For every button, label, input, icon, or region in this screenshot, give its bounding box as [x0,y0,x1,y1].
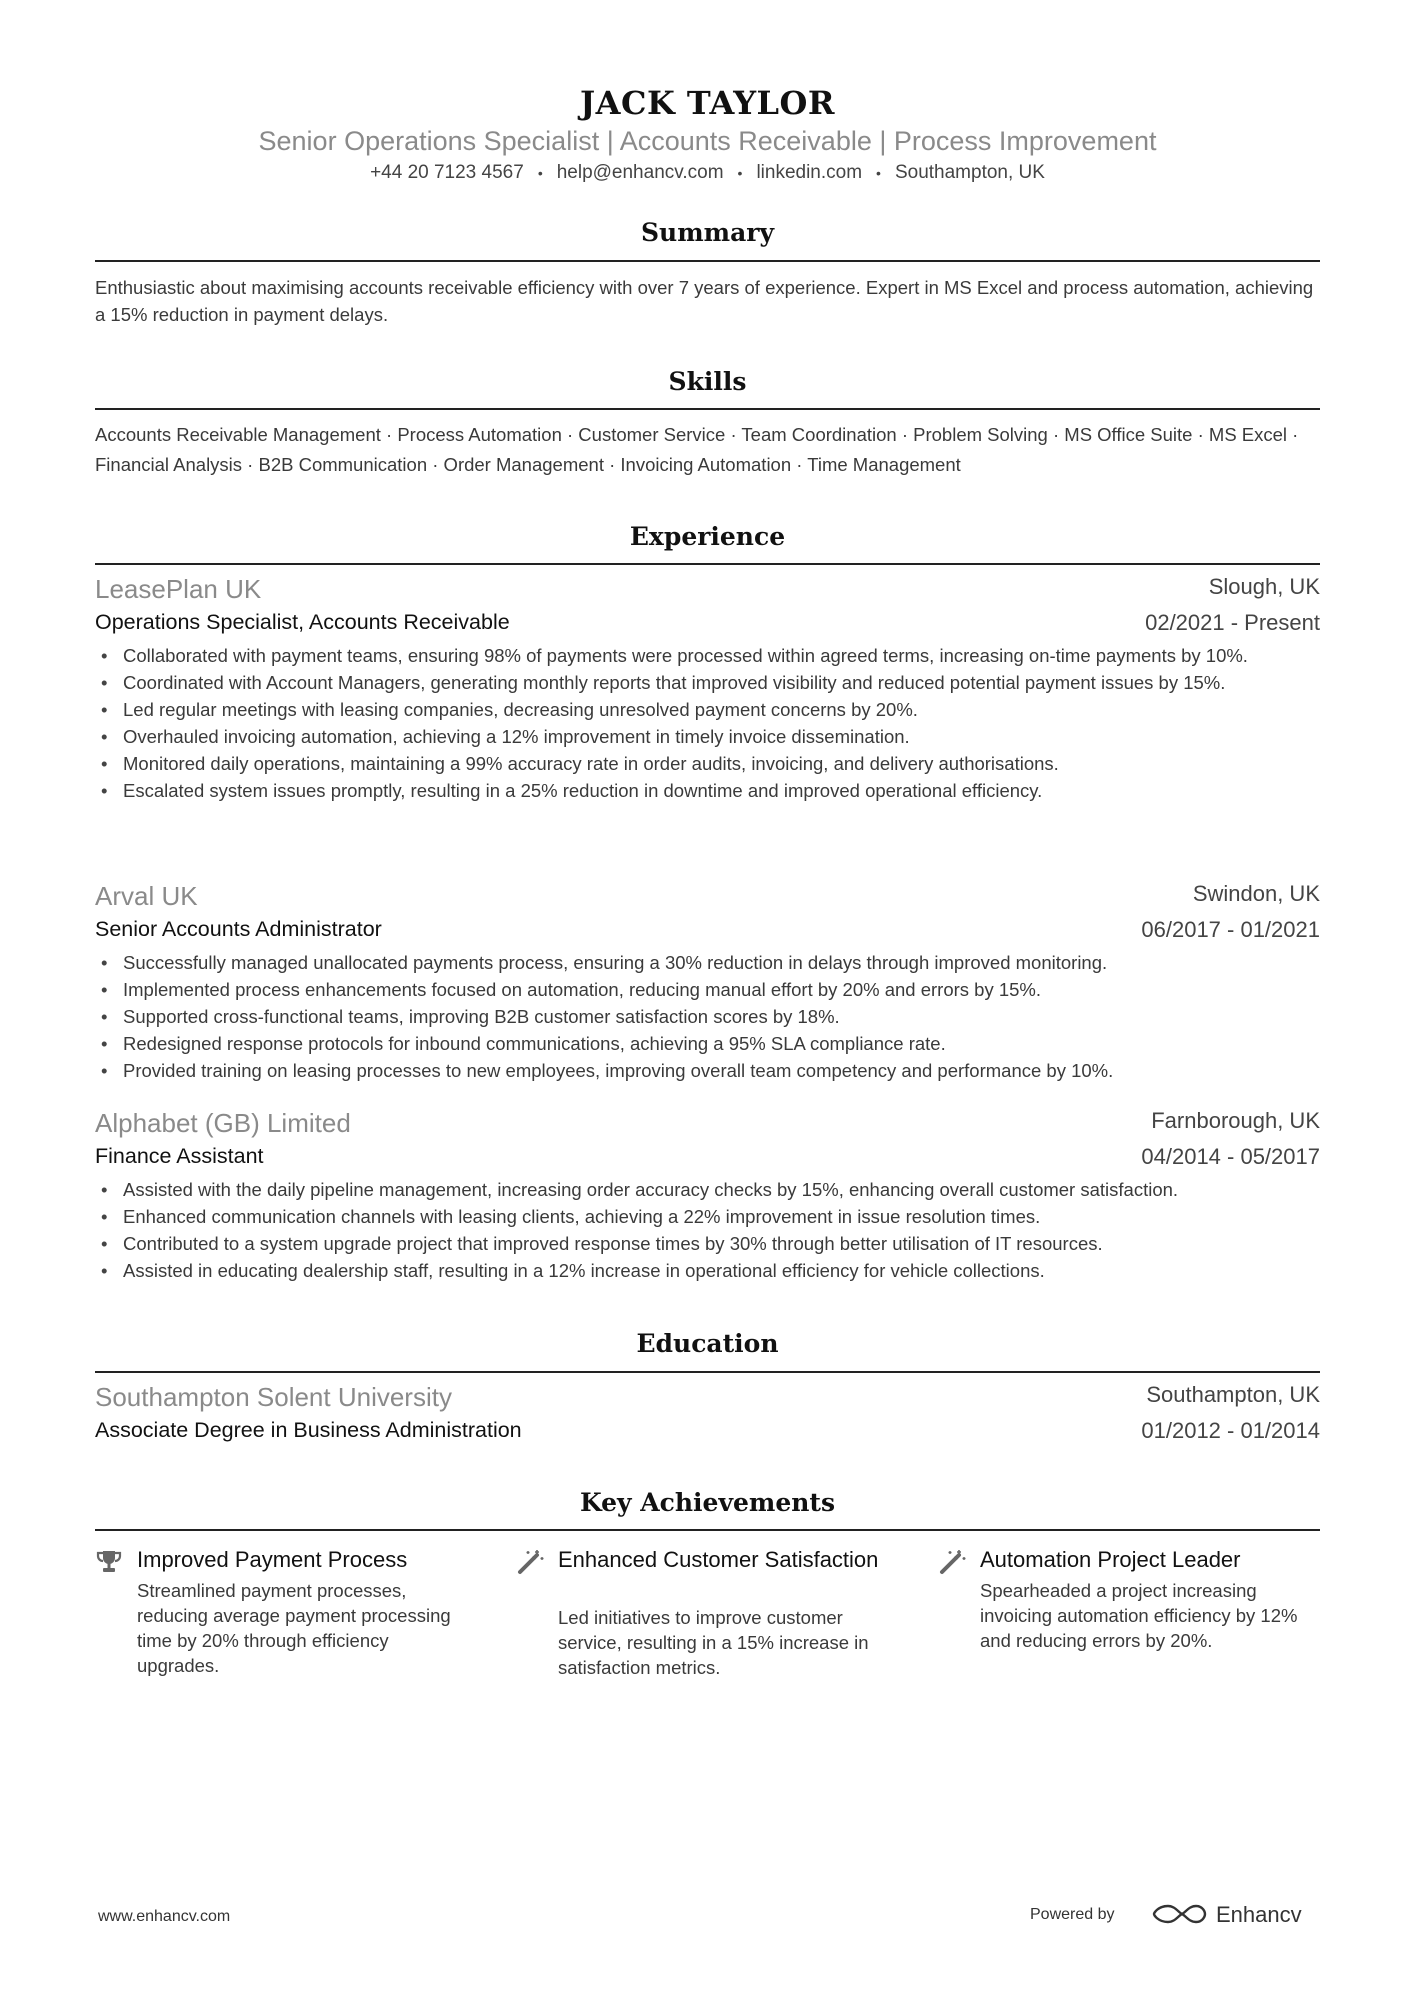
enhancv-logo[interactable] [1148,1896,1308,1932]
skills-heading: Skills [668,367,747,396]
list-item: • Provided training on leasing processes to new employees, improving overall team competency and performance by 10%. [95,1057,1320,1084]
location: Southampton, UK [894,162,1045,183]
list-item: • Coordinated with Account Managers, generating monthly reports that improved visibility and reduced potential payment issues by 15%. [95,669,1320,696]
magic-wand-icon [516,1548,544,1576]
enhancv-logo-icon [1148,1896,1308,1932]
brand-name: Enhancv [1216,1902,1302,1927]
list-item: • Implemented process enhancements focused on automation, reducing manual effort by 20% and errors by 15%. [95,976,1320,1003]
job-achievements [95,642,1320,804]
candidate-name: JACK TAYLOR [580,84,835,122]
school-location: Southampton, UK [1146,1382,1320,1407]
experience-entry [95,1108,1320,1284]
job-title: Operations Specialist, Accounts Receivable [95,610,510,634]
job-dates: 04/2014 - 05/2017 [1141,1144,1320,1169]
list-item: • Escalated system issues promptly, resulting in a 25% reduction in downtime and improved operational efficiency. [95,777,1320,804]
list-item: • Contributed to a system upgrade project that improved response times by 30% through better utilisation of IT resources. [95,1230,1320,1257]
experience-entry [95,881,1320,1084]
email-link[interactable]: help@enhancv.com [556,162,724,183]
job-dates: 02/2021 - Present [1145,610,1320,635]
achievement-description: Spearheaded a project increasing invoicing automation efficiency by 12% and reducing errors by 20%. [980,1580,1298,1651]
list-item: • Collaborated with payment teams, ensuring 98% of payments were processed within agreed terms, increasing on-time payments by 10%. [95,642,1320,669]
trophy-icon [95,1548,123,1576]
candidate-headline: Senior Operations Specialist | Accounts Receivable | Process Improvement [258,126,1157,156]
company-name: LeasePlan UK [95,574,262,604]
job-location: Swindon, UK [1192,881,1320,906]
job-title: Finance Assistant [95,1144,264,1168]
linkedin-link[interactable]: linkedin.com [756,162,863,183]
separator: • [876,164,881,181]
list-item: • Enhanced communication channels with leasing clients, achieving a 22% improvement in issue resolution times. [95,1203,1320,1230]
job-achievements [95,949,1320,1084]
education-entry [95,1382,1320,1450]
list-item: • Redesigned response protocols for inbound communications, achieving a 95% SLA compliance rate. [95,1030,1320,1057]
achievement-description: Led initiatives to improve customer service, resulting in a 15% increase in satisfaction metrics. [558,1607,869,1678]
education-heading: Education [636,1329,779,1358]
separator: • [737,164,743,181]
experience-heading: Experience [629,522,786,551]
section-divider [95,1371,1320,1373]
magic-wand-icon [938,1548,966,1576]
achievements-heading: Key Achievements [579,1488,836,1517]
skills-list: Accounts Receivable Management · Process Automation · Customer Service · Team Coordination · Problem Solving · MS Office Suite · MS Excel · Financial Analysis · B2B Communication · Order Management · Invoicing Automation · Time Management [95,424,1299,475]
list-item: • Assisted with the daily pipeline management, increasing order accuracy checks by 15%, enhancing overall customer satisfaction. [95,1176,1320,1203]
job-dates: 06/2017 - 01/2021 [1141,917,1320,942]
education-dates: 01/2012 - 01/2014 [1141,1418,1320,1443]
job-location: Farnborough, UK [1151,1108,1320,1133]
contact-line [95,162,1320,184]
section-divider [95,1529,1320,1531]
list-item: • Successfully managed unallocated payments process, ensuring a 30% reduction in delays through improved monitoring. [95,949,1320,976]
job-location: Slough, UK [1208,574,1320,599]
job-title: Senior Accounts Administrator [95,917,382,941]
section-divider [95,408,1320,410]
list-item: • Monitored daily operations, maintaining a 99% accuracy rate in order audits, invoicing, and delivery authorisations. [95,750,1320,777]
company-name: Alphabet (GB) Limited [95,1108,351,1138]
job-achievements [95,1176,1320,1284]
achievement-description: Streamlined payment processes, reducing average payment processing time by 20% through efficiency upgrades. [137,1580,451,1676]
achievement-title: Improved Payment Process [137,1547,408,1572]
achievement-title: Enhanced Customer Satisfaction [558,1547,879,1572]
list-item: • Overhauled invoicing automation, achieving a 12% improvement in timely invoice dissemination. [95,723,1320,750]
school-name: Southampton Solent University [95,1382,452,1412]
section-divider [95,260,1320,262]
section-divider [95,563,1320,565]
degree: Associate Degree in Business Administration [95,1418,522,1442]
separator: • [537,164,543,181]
list-item: • Led regular meetings with leasing companies, decreasing unresolved payment concerns by 20%. [95,696,1320,723]
list-item: • Supported cross-functional teams, improving B2B customer satisfaction scores by 18%. [95,1003,1320,1030]
list-item: • Assisted in educating dealership staff, resulting in a 12% increase in operational efficiency for vehicle collections. [95,1257,1320,1284]
summary-text: Enthusiastic about maximising accounts receivable efficiency with over 7 years of experience. Expert in MS Excel and process automation, achieving a 15% reduction in payment delays. [95,277,1314,325]
achievement-title: Automation Project Leader [980,1547,1241,1572]
powered-by-label: Powered by [1030,1906,1115,1923]
phone-number: +44 20 7123 4567 [370,162,524,183]
company-name: Arval UK [95,881,198,911]
experience-entry [95,574,1320,804]
footer-url[interactable]: www.enhancv.com [98,1908,231,1925]
summary-heading: Summary [640,218,775,247]
